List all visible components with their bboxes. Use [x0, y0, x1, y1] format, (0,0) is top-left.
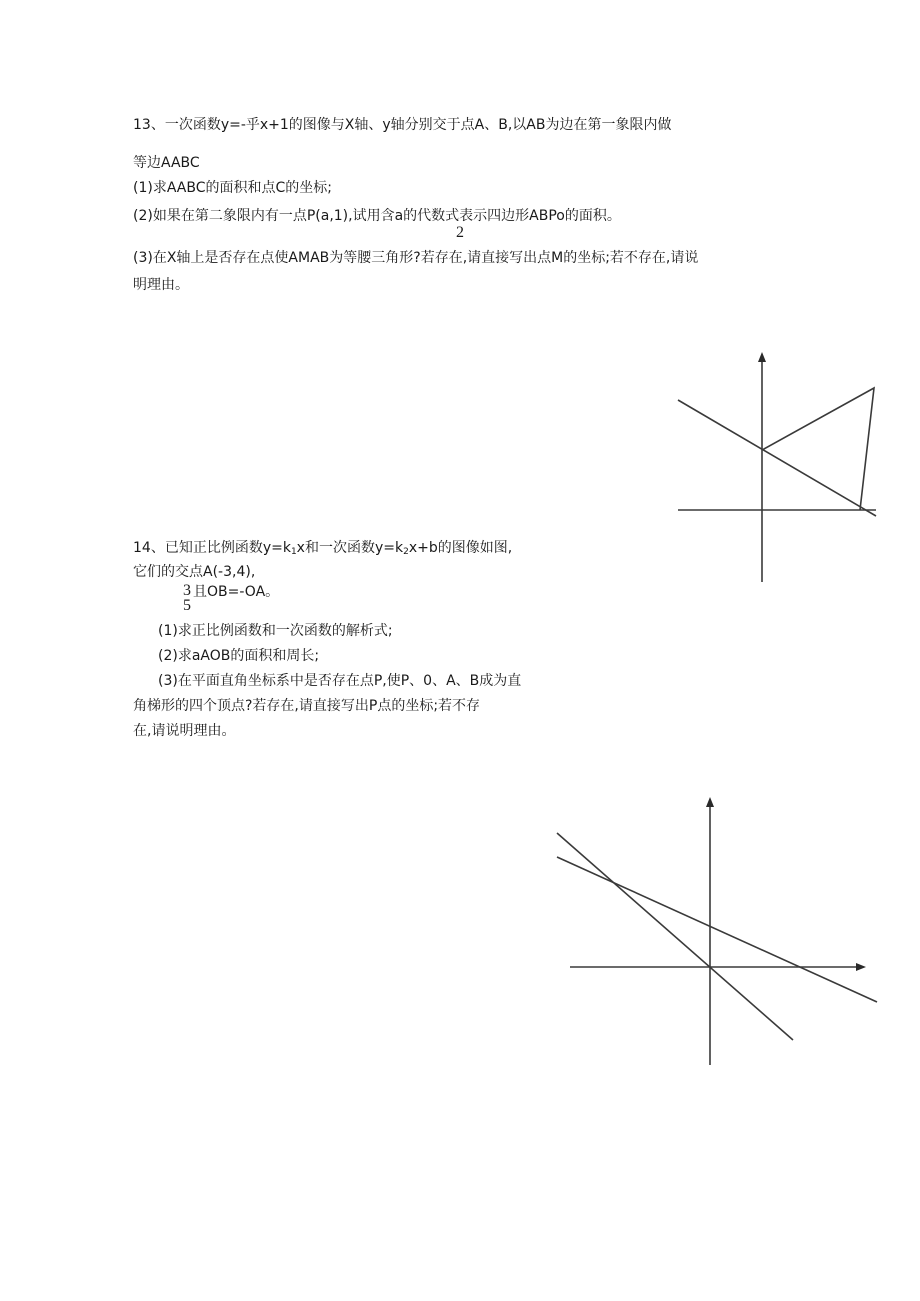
- q14-stem-line1-part-c: x+b的图像如图,: [408, 540, 513, 556]
- q14-figure: [555, 795, 880, 1070]
- q14-part3-line1: (3)在平面直角坐标系中是否存在点P,使P、0、A、B成为直: [158, 673, 522, 689]
- q14-subscript-2: 2: [403, 547, 409, 557]
- q13-stem-line1: 13、一次函数y=-乎x+1的图像与X轴、y轴分别交于点A、B,以AB为边在第一象限内做: [133, 117, 672, 133]
- q13-part1: (1)求AABC的面积和点C的坐标;: [133, 180, 333, 196]
- q13-stem-line2: 等边AABC: [133, 155, 200, 171]
- q13-part2-fraction-digit: 2: [456, 224, 464, 241]
- q14-line-proportional: [557, 833, 793, 1040]
- q14-stem-line1-part-a: 14、已知正比例函数y=k: [133, 540, 291, 556]
- q14-x-axis-arrow: [856, 963, 866, 971]
- q14-line-linear: [557, 857, 877, 1002]
- q14-stem-line3: 且OB=-OA。: [193, 584, 280, 600]
- q14-subscript-1: 1: [290, 547, 297, 557]
- q14-part3-line3: 在,请说明理由。: [133, 723, 236, 739]
- q13-y-axis-arrow: [758, 352, 766, 362]
- q14-part2: (2)求aAOB的面积和周长;: [158, 648, 320, 664]
- q13-part3-line1: (3)在X轴上是否存在点使AMAB为等腰三角形?若存在,请直接写出点M的坐标;若不存在,请说: [133, 250, 699, 266]
- q14-stem-line2: 它们的交点A(-3,4),: [133, 564, 256, 580]
- q13-figure: [676, 350, 880, 586]
- q14-fraction-denominator: 5: [183, 597, 191, 614]
- q14-fraction-numerator: 3: [183, 582, 191, 599]
- q14-part1: (1)求正比例函数和一次函数的解析式;: [158, 623, 393, 639]
- q13-part3-line2: 明理由。: [133, 277, 189, 293]
- q13-triangle-sides: [762, 388, 874, 510]
- q14-part3-line2: 角梯形的四个顶点?若存在,请直接写出P点的坐标;若不存: [133, 698, 481, 714]
- q14-y-axis-arrow: [706, 797, 714, 807]
- q13-line-ab: [678, 400, 876, 516]
- q14-stem-line1-part-b: x和一次函数y=k: [296, 540, 404, 556]
- q14-stem-line1: [133, 539, 512, 557]
- q13-part2: (2)如果在第二象限内有一点P(a,1),试用含a的代数式表示四边形ABPo的面积。: [133, 208, 621, 224]
